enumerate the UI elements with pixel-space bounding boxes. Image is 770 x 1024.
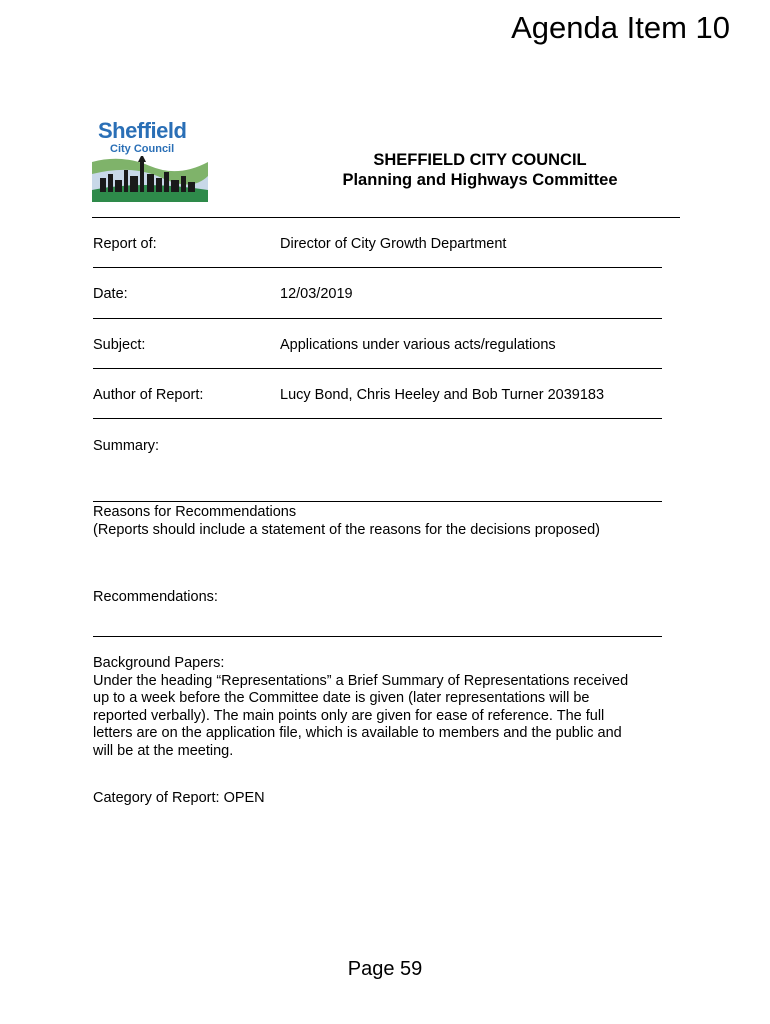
subject-label: Subject: [93, 337, 146, 353]
date-label: Date: [93, 286, 128, 302]
city-skyline-icon [92, 156, 208, 202]
page-number: Page 59 [347, 958, 423, 980]
category-of-report: Category of Report: OPEN [93, 790, 265, 806]
committee-name: Planning and Highways Committee [342, 171, 618, 189]
author-label: Author of Report: [93, 387, 204, 403]
background-line: up to a week before the Committee date is given (later representations will be [93, 690, 590, 706]
background-line: letters are on the application file, which is available to members and the public and [93, 725, 622, 741]
background-line: will be at the meeting. [93, 742, 234, 759]
council-logo [92, 118, 208, 202]
divider [93, 636, 662, 637]
date-value: 12/03/2019 [280, 286, 353, 302]
background-line: reported verbally). The main points only are given for ease of reference. The full [93, 707, 605, 724]
council-name: SHEFFIELD CITY COUNCIL [373, 151, 587, 169]
author-value: Lucy Bond, Chris Heeley and Bob Turner 2039183 [280, 387, 605, 403]
background-line: Under the heading “Representations” a Brief Summary of Representations received [93, 672, 629, 689]
divider [93, 418, 662, 419]
org-title-block [300, 150, 660, 190]
background-title: Background Papers: [93, 655, 225, 671]
reasons-section [93, 504, 673, 539]
logo-wordmark: Sheffield [98, 118, 187, 143]
reasons-title: Reasons for Recommendations [93, 504, 297, 520]
subject-value: Applications under various acts/regulations [280, 337, 556, 353]
divider [93, 267, 662, 268]
divider [93, 501, 662, 502]
report-of-value: Director of City Growth Department [280, 236, 507, 252]
report-of-label: Report of: [93, 236, 157, 252]
summary-label: Summary: [93, 438, 160, 454]
logo-submark: City Council [110, 143, 175, 155]
divider [93, 368, 662, 369]
divider [93, 318, 662, 319]
agenda-item-heading: Agenda Item 10 [511, 10, 730, 45]
background-papers-section [93, 655, 673, 760]
header-divider [92, 217, 680, 218]
recommendations-label: Recommendations: [93, 589, 218, 605]
reasons-note: (Reports should include a statement of the reasons for the decisions proposed) [93, 521, 600, 538]
